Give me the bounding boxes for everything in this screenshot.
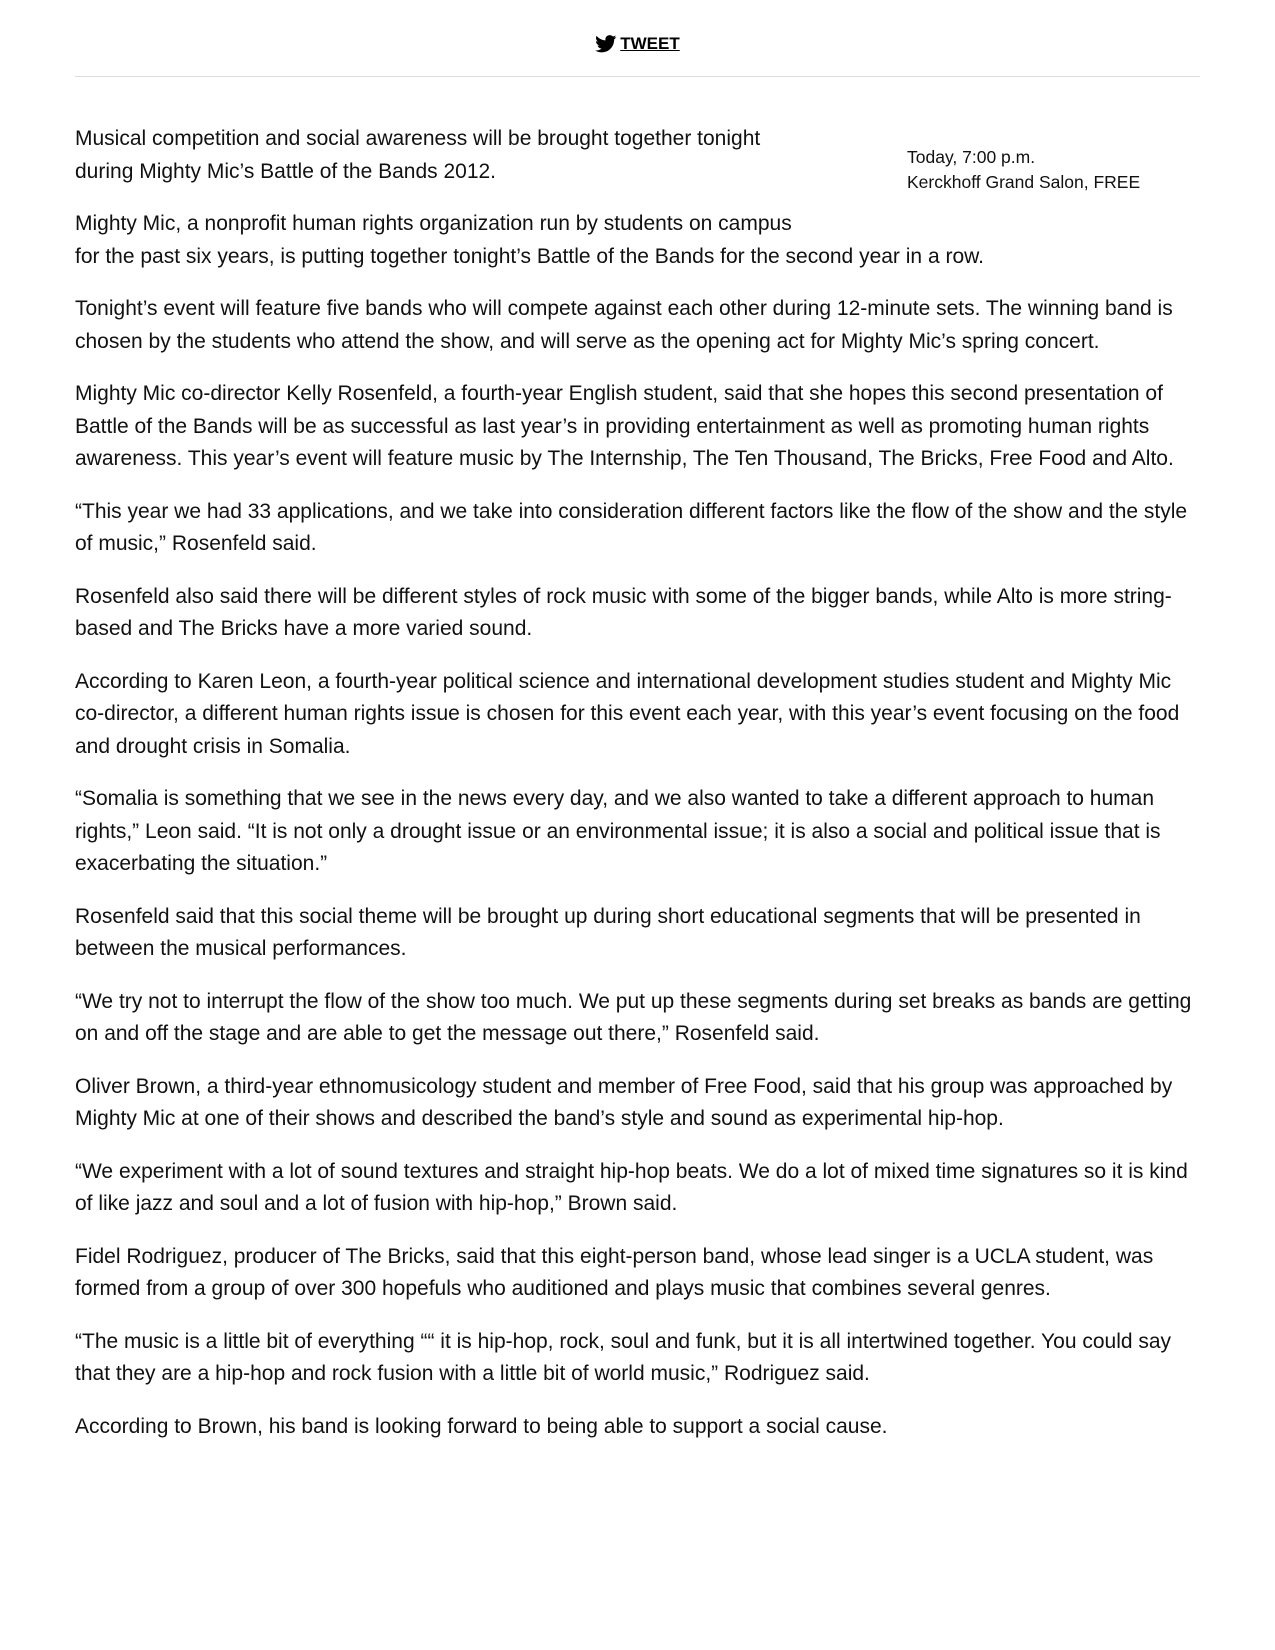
article-paragraph-4: Mighty Mic co-director Kelly Rosenfeld, a fourth-year English student, said that she hopes this second presentation of Battle of the Bands will be as successful as last year’s in providing entertainment as well as promoting human rights awareness. This year’s event will feature music by The Internship, The Ten Thousand, The Bricks, Free Food and Alto.	[75, 382, 1174, 470]
event-time: Today, 7:00 p.m.	[907, 147, 1036, 167]
article-paragraph-13: Fidel Rodriguez, producer of The Bricks, said that this eight-person band, whose lead singer is a UCLA student, was formed from a group of over 300 hopefuls who auditioned and plays music that combines several genres.	[75, 1244, 1154, 1300]
event-venue: Kerckhoff Grand Salon, FREE	[907, 171, 1141, 192]
article-paragraph-6: Rosenfeld also said there will be different styles of rock music with some of the bigger bands, while Alto is more string-based and The Bricks have a more varied sound.	[75, 584, 1172, 640]
article-body	[75, 123, 1200, 1463]
article-paragraph-9: Rosenfeld said that this social theme will be brought up during short educational segments that will be presented in between the musical performances.	[75, 904, 1141, 960]
tweet-label: TWEET	[620, 34, 680, 53]
tweet-button[interactable]	[595, 34, 680, 54]
article-paragraph-3: Tonight’s event will feature five bands who will compete against each other during 12-minute sets. The winning band is chosen by the students who attend the show, and will serve as the opening act for Mighty Mic’s spring concert.	[75, 297, 1173, 353]
event-info-box	[907, 145, 1187, 194]
lead-row	[75, 123, 1200, 192]
article-paragraph-1	[75, 123, 835, 188]
article-paragraph-5: “This year we had 33 applications, and we take into consideration different factors like the flow of the show and the style of music,” Rosenfeld said.	[75, 499, 1188, 555]
article-paragraph-15: According to Brown, his band is looking forward to being able to support a social cause.	[75, 1414, 888, 1438]
p2-line-2: for the past six years, is putting together tonight’s Battle of the Bands for the second year in a row.	[75, 244, 984, 268]
article-paragraph-10: “We try not to interrupt the flow of the show too much. We put up these segments during set breaks as bands are getting on and off the stage and are able to get the message out there,” Rosenfeld said.	[75, 989, 1192, 1045]
share-bar	[75, 30, 1200, 77]
p1-line-1: Musical competition and social awareness will be brought together tonight	[75, 127, 761, 150]
article-paragraph-2	[75, 208, 1200, 273]
p2-line-1: Mighty Mic, a nonprofit human rights organization run by students on campus	[75, 212, 792, 235]
article-paragraph-12: “We experiment with a lot of sound textures and straight hip-hop beats. We do a lot of mixed time signatures so it is kind of like jazz and soul and a lot of fusion with hip-hop,” Brown said.	[75, 1159, 1188, 1215]
article-paragraph-11: Oliver Brown, a third-year ethnomusicology student and member of Free Food, said that his group was approached by Mighty Mic at one of their shows and described the band’s style and sound as experimental hip-hop.	[75, 1074, 1173, 1130]
article-paragraph-8: “Somalia is something that we see in the news every day, and we also wanted to take a different approach to human rights,” Leon said. “It is not only a drought issue or an environmental issue; it is also a social and political issue that is exacerbating the situation.”	[75, 787, 1161, 875]
article-paragraph-14: “The music is a little bit of everything ““ it is hip-hop, rock, soul and funk, but it is all intertwined together. You could say that they are a hip-hop and rock fusion with a little bit of world music,” Rodriguez said.	[75, 1329, 1172, 1385]
twitter-bird-icon	[595, 35, 617, 53]
article-paragraph-7: According to Karen Leon, a fourth-year political science and international development studies student and Mighty Mic co-director, a different human rights issue is chosen for this event each year, with this year’s event focusing on the food and drought crisis in Somalia.	[75, 669, 1180, 758]
p1-line-2: during Mighty Mic’s Battle of the Bands 2012.	[75, 159, 497, 183]
